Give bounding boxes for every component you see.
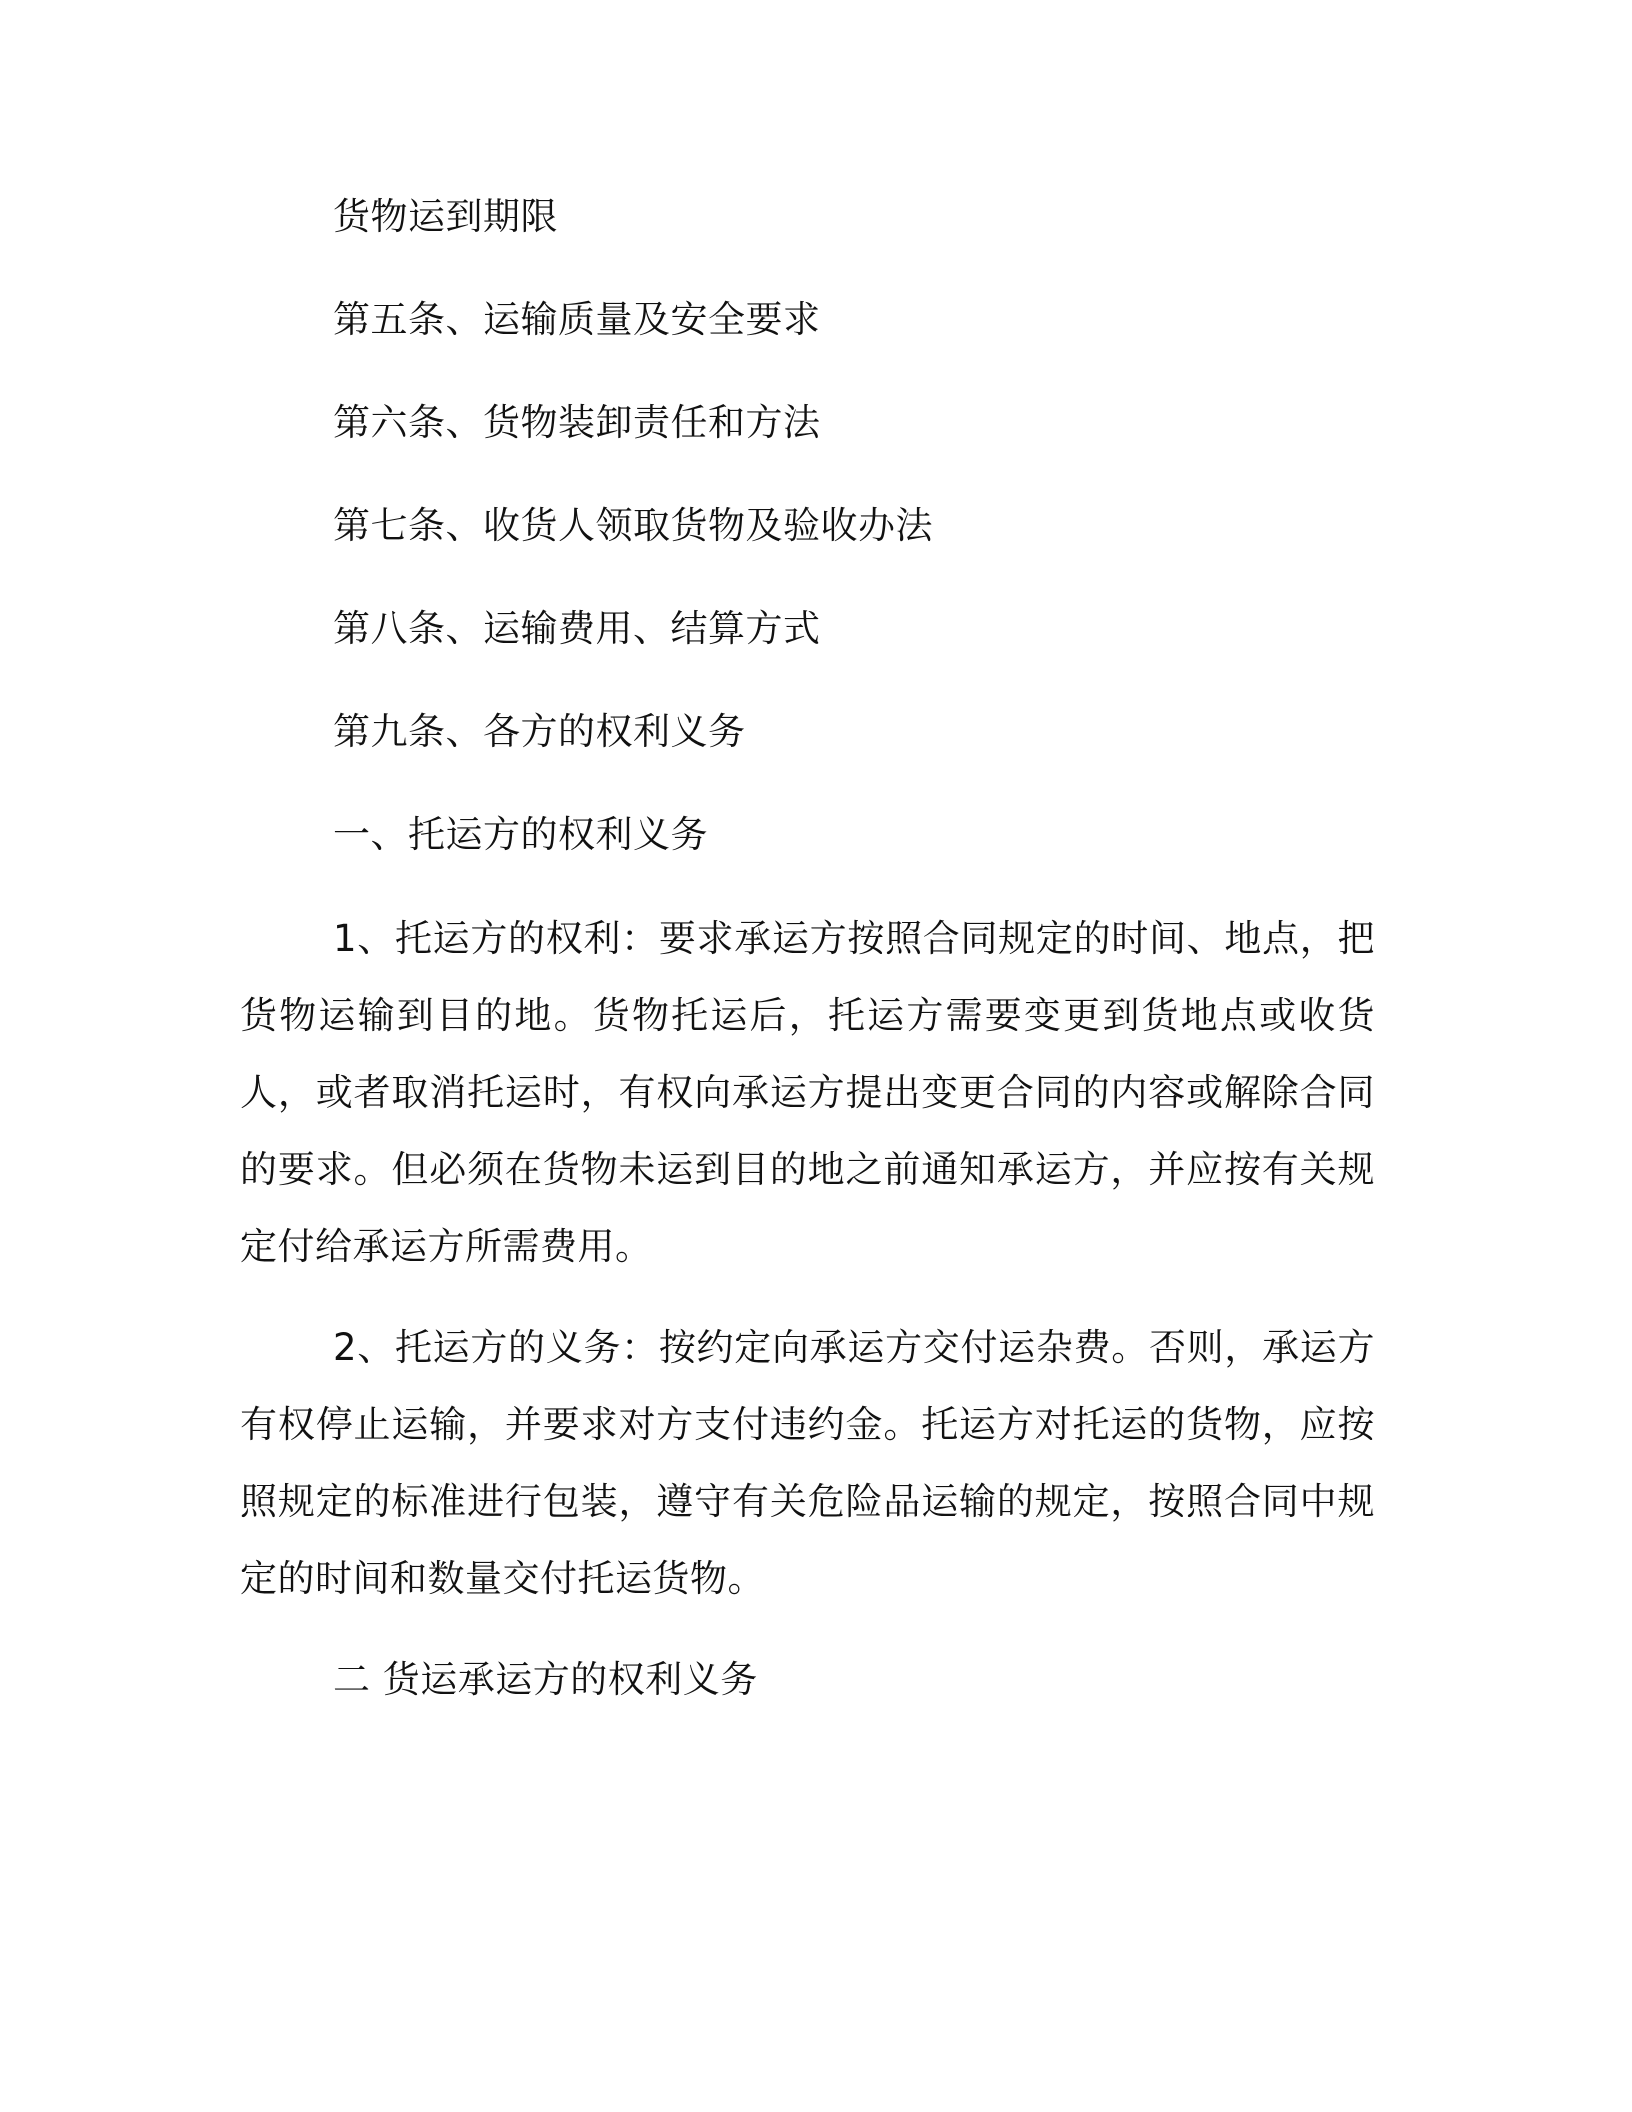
article-9-heading: 第九条、各方的权利义务 (333, 710, 746, 753)
article-8-heading: 第八条、运输费用、结算方式 (333, 607, 821, 650)
article-7-heading: 第七条、收货人领取货物及验收办法 (333, 504, 933, 547)
shipper-obligations-paragraph: 2、托运方的义务：按约定向承运方交付运杂费。否则，承运方有权停止运输，并要求对方支付违约金。托运方对托运的货物，应按照规定的标准进行包装，遵守有关危险品运输的规定，按照合同中规定的时间和数量交付托运货物。 (240, 1326, 1375, 1600)
article-5-heading: 第五条、运输质量及安全要求 (333, 298, 821, 341)
shipper-rights-paragraph: 1、托运方的权利：要求承运方按照合同规定的时间、地点，把货物运输到目的地。货物托运后，托运方需要变更到货地点或收货人，或者取消托运时，有权向承运方提出变更合同的内容或解除合同的要求。但必须在货物未运到目的地之前通知承运方，并应按有关规定付给承运方所需费用。 (240, 917, 1375, 1268)
section-1-heading: 一、托运方的权利义务 (333, 813, 708, 856)
section-2-heading: 二 货运承运方的权利义务 (333, 1658, 758, 1701)
delivery-deadline-heading: 货物运到期限 (333, 195, 558, 238)
article-6-heading: 第六条、货物装卸责任和方法 (333, 401, 821, 444)
